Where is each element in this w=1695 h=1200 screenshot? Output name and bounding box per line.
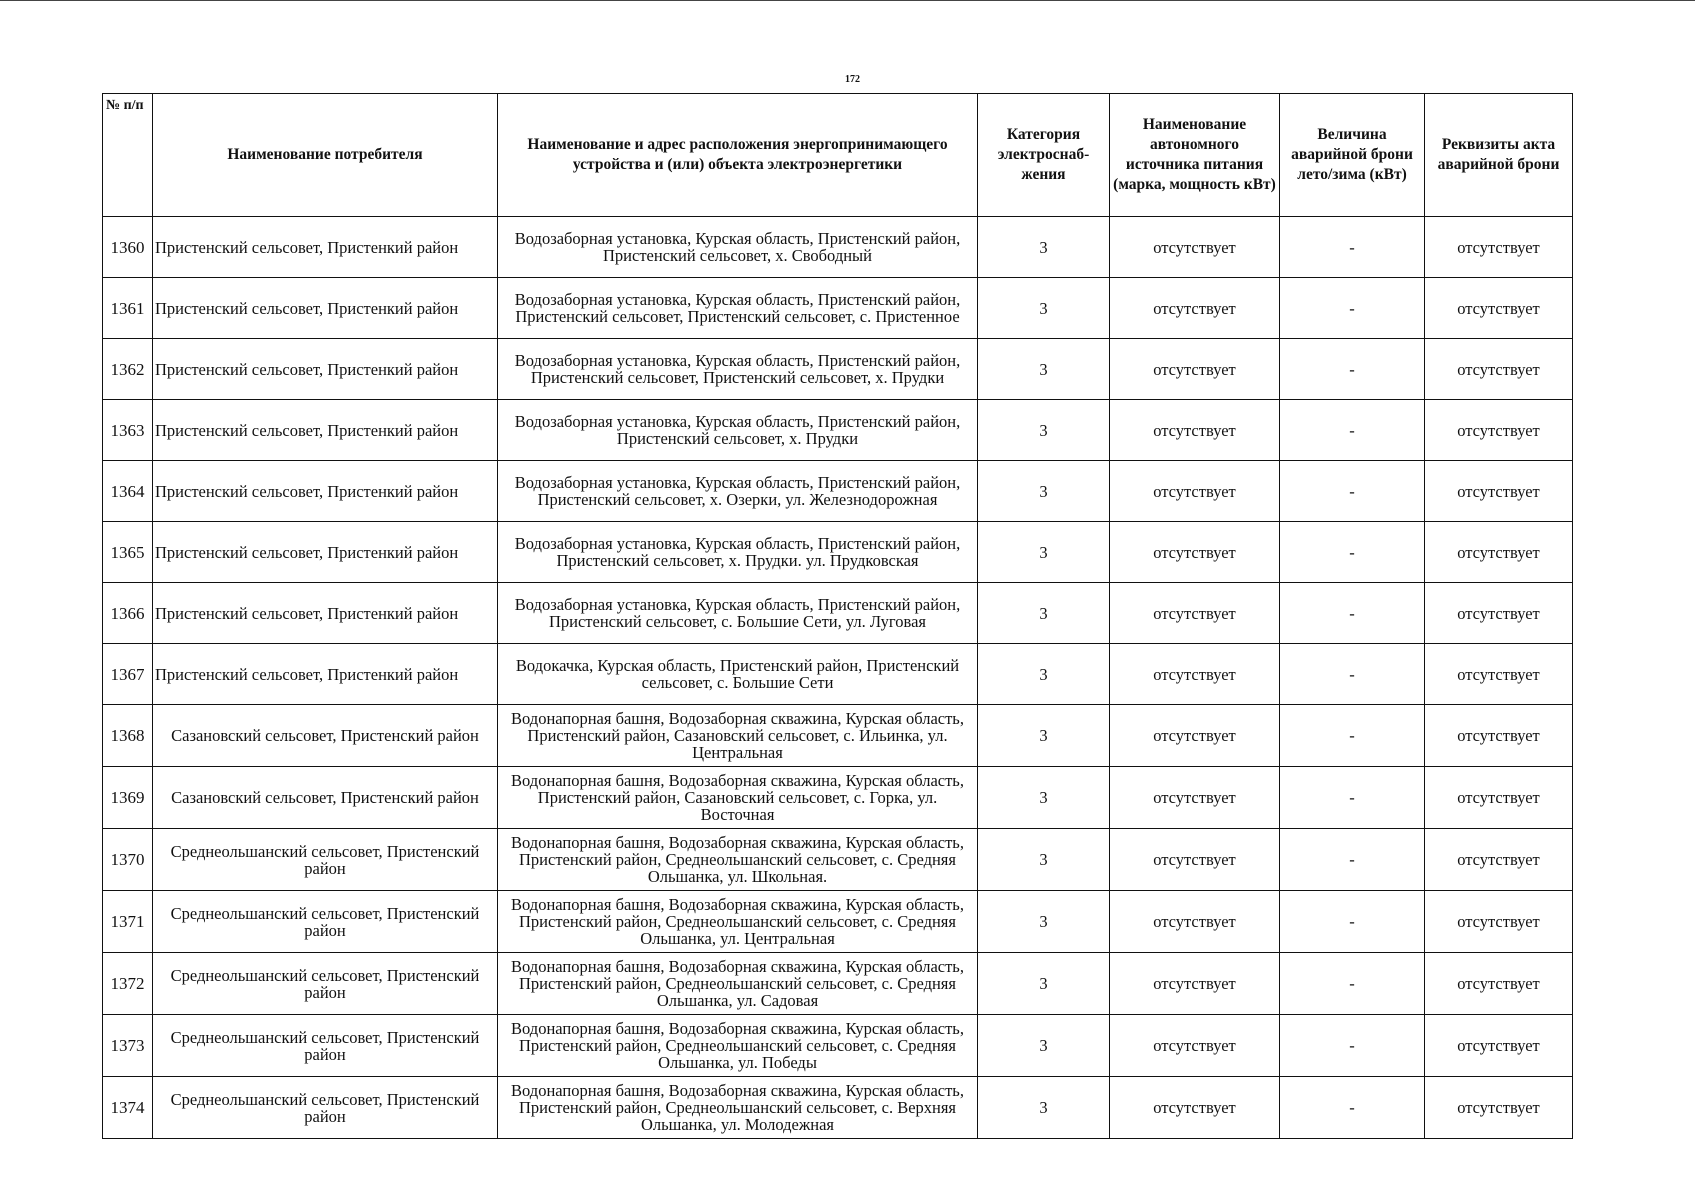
table-row — [103, 644, 1573, 705]
row-consumer: Пристенский сельсовет, Пристенкий район — [153, 583, 498, 644]
row-number: 1368 — [103, 705, 153, 767]
consumer-table — [102, 93, 1573, 1139]
row-act: отсутствует — [1425, 400, 1573, 461]
row-act: отсутствует — [1425, 583, 1573, 644]
row-category: 3 — [978, 461, 1110, 522]
row-category: 3 — [978, 217, 1110, 278]
page-number: 172 — [845, 74, 860, 85]
row-category: 3 — [978, 1077, 1110, 1139]
table-row — [103, 278, 1573, 339]
row-power-source: отсутствует — [1110, 891, 1280, 953]
row-number: 1361 — [103, 278, 153, 339]
row-number: 1372 — [103, 953, 153, 1015]
table-row — [103, 461, 1573, 522]
row-reserve: - — [1280, 953, 1425, 1015]
row-reserve: - — [1280, 891, 1425, 953]
row-act: отсутствует — [1425, 217, 1573, 278]
row-act: отсутствует — [1425, 339, 1573, 400]
row-number: 1374 — [103, 1077, 153, 1139]
row-object: Водозаборная установка, Курская область, Пристенский район, Пристенский сельсовет, с. Большие Сети, ул. Луговая — [498, 583, 978, 644]
row-object: Водонапорная башня, Водозаборная скважина, Курская область, Пристенский район, Среднеольшанский сельсовет, с. Средняя Ольшанка, ул. Школьная. — [498, 829, 978, 891]
row-act: отсутствует — [1425, 829, 1573, 891]
row-act: отсутствует — [1425, 891, 1573, 953]
row-reserve: - — [1280, 1015, 1425, 1077]
row-reserve: - — [1280, 1077, 1425, 1139]
row-number: 1365 — [103, 522, 153, 583]
row-object: Водокачка, Курская область, Пристенский район, Пристенский сельсовет, с. Большие Сети — [498, 644, 978, 705]
row-consumer: Пристенский сельсовет, Пристенкий район — [153, 461, 498, 522]
row-number: 1366 — [103, 583, 153, 644]
row-consumer: Пристенский сельсовет, Пристенкий район — [153, 339, 498, 400]
row-consumer: Среднеольшанский сельсовет, Пристенский район — [153, 891, 498, 953]
row-consumer: Среднеольшанский сельсовет, Пристенский район — [153, 1077, 498, 1139]
header-category: Категория электроснаб-жения — [978, 94, 1110, 217]
row-object: Водозаборная установка, Курская область, Пристенский район, Пристенский сельсовет, х. Прудки. ул. Прудковская — [498, 522, 978, 583]
header-object: Наименование и адрес расположения энергопринимающего устройства и (или) объекта электроэнергетики — [498, 94, 978, 217]
row-object: Водозаборная установка, Курская область, Пристенский район, Пристенский сельсовет, х. Озерки, ул. Железнодорожная — [498, 461, 978, 522]
row-power-source: отсутствует — [1110, 767, 1280, 829]
table-row — [103, 1015, 1573, 1077]
row-act: отсутствует — [1425, 1077, 1573, 1139]
row-object: Водонапорная башня, Водозаборная скважина, Курская область, Пристенский район, Сазановский сельсовет, с. Горка, ул. Восточная — [498, 767, 978, 829]
row-consumer: Пристенский сельсовет, Пристенкий район — [153, 522, 498, 583]
row-object: Водонапорная башня, Водозаборная скважина, Курская область, Пристенский район, Среднеольшанский сельсовет, с. Средняя Ольшанка, ул. Победы — [498, 1015, 978, 1077]
row-category: 3 — [978, 953, 1110, 1015]
row-category: 3 — [978, 1015, 1110, 1077]
header-number: № п/п — [103, 94, 153, 217]
row-reserve: - — [1280, 339, 1425, 400]
row-number: 1363 — [103, 400, 153, 461]
table-row — [103, 705, 1573, 767]
row-number: 1369 — [103, 767, 153, 829]
table-row — [103, 339, 1573, 400]
row-power-source: отсутствует — [1110, 953, 1280, 1015]
row-power-source: отсутствует — [1110, 400, 1280, 461]
table-row — [103, 522, 1573, 583]
row-object: Водозаборная установка, Курская область, Пристенский район, Пристенский сельсовет, х. Свободный — [498, 217, 978, 278]
row-category: 3 — [978, 278, 1110, 339]
row-act: отсутствует — [1425, 278, 1573, 339]
row-consumer: Пристенский сельсовет, Пристенкий район — [153, 400, 498, 461]
row-number: 1367 — [103, 644, 153, 705]
row-consumer: Среднеольшанский сельсовет, Пристенский район — [153, 953, 498, 1015]
row-category: 3 — [978, 767, 1110, 829]
header-power-source: Наименование автономного источника питания (марка, мощность кВт) — [1110, 94, 1280, 217]
row-power-source: отсутствует — [1110, 1077, 1280, 1139]
row-reserve: - — [1280, 583, 1425, 644]
row-number: 1370 — [103, 829, 153, 891]
row-reserve: - — [1280, 522, 1425, 583]
table-row — [103, 1077, 1573, 1139]
table-row — [103, 400, 1573, 461]
row-consumer: Пристенский сельсовет, Пристенкий район — [153, 217, 498, 278]
table-header-row — [103, 94, 1573, 217]
row-reserve: - — [1280, 829, 1425, 891]
row-number: 1371 — [103, 891, 153, 953]
row-act: отсутствует — [1425, 767, 1573, 829]
table-row — [103, 767, 1573, 829]
row-act: отсутствует — [1425, 1015, 1573, 1077]
table-row — [103, 953, 1573, 1015]
row-object: Водозаборная установка, Курская область, Пристенский район, Пристенский сельсовет, Пристенский сельсовет, х. Прудки — [498, 339, 978, 400]
row-category: 3 — [978, 400, 1110, 461]
row-category: 3 — [978, 583, 1110, 644]
row-category: 3 — [978, 522, 1110, 583]
row-reserve: - — [1280, 400, 1425, 461]
header-consumer: Наименование потребителя — [153, 94, 498, 217]
table-row — [103, 583, 1573, 644]
row-number: 1360 — [103, 217, 153, 278]
row-power-source: отсутствует — [1110, 461, 1280, 522]
row-category: 3 — [978, 705, 1110, 767]
header-reserve: Величина аварийной брони лето/зима (кВт) — [1280, 94, 1425, 217]
row-category: 3 — [978, 644, 1110, 705]
row-power-source: отсутствует — [1110, 522, 1280, 583]
header-act: Реквизиты акта аварийной брони — [1425, 94, 1573, 217]
row-number: 1362 — [103, 339, 153, 400]
row-power-source: отсутствует — [1110, 644, 1280, 705]
row-power-source: отсутствует — [1110, 705, 1280, 767]
row-power-source: отсутствует — [1110, 1015, 1280, 1077]
row-consumer: Пристенский сельсовет, Пристенкий район — [153, 644, 498, 705]
row-act: отсутствует — [1425, 644, 1573, 705]
row-consumer: Пристенский сельсовет, Пристенкий район — [153, 278, 498, 339]
row-object: Водонапорная башня, Водозаборная скважина, Курская область, Пристенский район, Среднеольшанский сельсовет, с. Верхняя Ольшанка, ул. Молодежная — [498, 1077, 978, 1139]
row-number: 1364 — [103, 461, 153, 522]
row-object: Водонапорная башня, Водозаборная скважина, Курская область, Пристенский район, Среднеольшанский сельсовет, с. Средняя Ольшанка, ул. Садовая — [498, 953, 978, 1015]
row-power-source: отсутствует — [1110, 339, 1280, 400]
row-object: Водонапорная башня, Водозаборная скважина, Курская область, Пристенский район, Среднеольшанский сельсовет, с. Средняя Ольшанка, ул. Центральная — [498, 891, 978, 953]
row-act: отсутствует — [1425, 461, 1573, 522]
row-reserve: - — [1280, 767, 1425, 829]
row-consumer: Среднеольшанский сельсовет, Пристенский район — [153, 1015, 498, 1077]
row-number: 1373 — [103, 1015, 153, 1077]
row-consumer: Среднеольшанский сельсовет, Пристенский район — [153, 829, 498, 891]
row-consumer: Сазановский сельсовет, Пристенский район — [153, 767, 498, 829]
row-power-source: отсутствует — [1110, 583, 1280, 644]
row-act: отсутствует — [1425, 705, 1573, 767]
row-category: 3 — [978, 339, 1110, 400]
table-row — [103, 829, 1573, 891]
table-row — [103, 217, 1573, 278]
row-category: 3 — [978, 829, 1110, 891]
row-reserve: - — [1280, 217, 1425, 278]
row-reserve: - — [1280, 278, 1425, 339]
row-act: отсутствует — [1425, 522, 1573, 583]
table-row — [103, 891, 1573, 953]
row-object: Водозаборная установка, Курская область, Пристенский район, Пристенский сельсовет, х. Прудки — [498, 400, 978, 461]
row-reserve: - — [1280, 705, 1425, 767]
row-reserve: - — [1280, 461, 1425, 522]
scan-edge-line — [0, 0, 1695, 1]
row-power-source: отсутствует — [1110, 217, 1280, 278]
row-consumer: Сазановский сельсовет, Пристенский район — [153, 705, 498, 767]
row-category: 3 — [978, 891, 1110, 953]
row-act: отсутствует — [1425, 953, 1573, 1015]
row-power-source: отсутствует — [1110, 829, 1280, 891]
row-power-source: отсутствует — [1110, 278, 1280, 339]
row-object: Водонапорная башня, Водозаборная скважина, Курская область, Пристенский район, Сазановский сельсовет, с. Ильинка, ул. Центральная — [498, 705, 978, 767]
row-reserve: - — [1280, 644, 1425, 705]
row-object: Водозаборная установка, Курская область, Пристенский район, Пристенский сельсовет, Пристенский сельсовет, с. Пристенное — [498, 278, 978, 339]
